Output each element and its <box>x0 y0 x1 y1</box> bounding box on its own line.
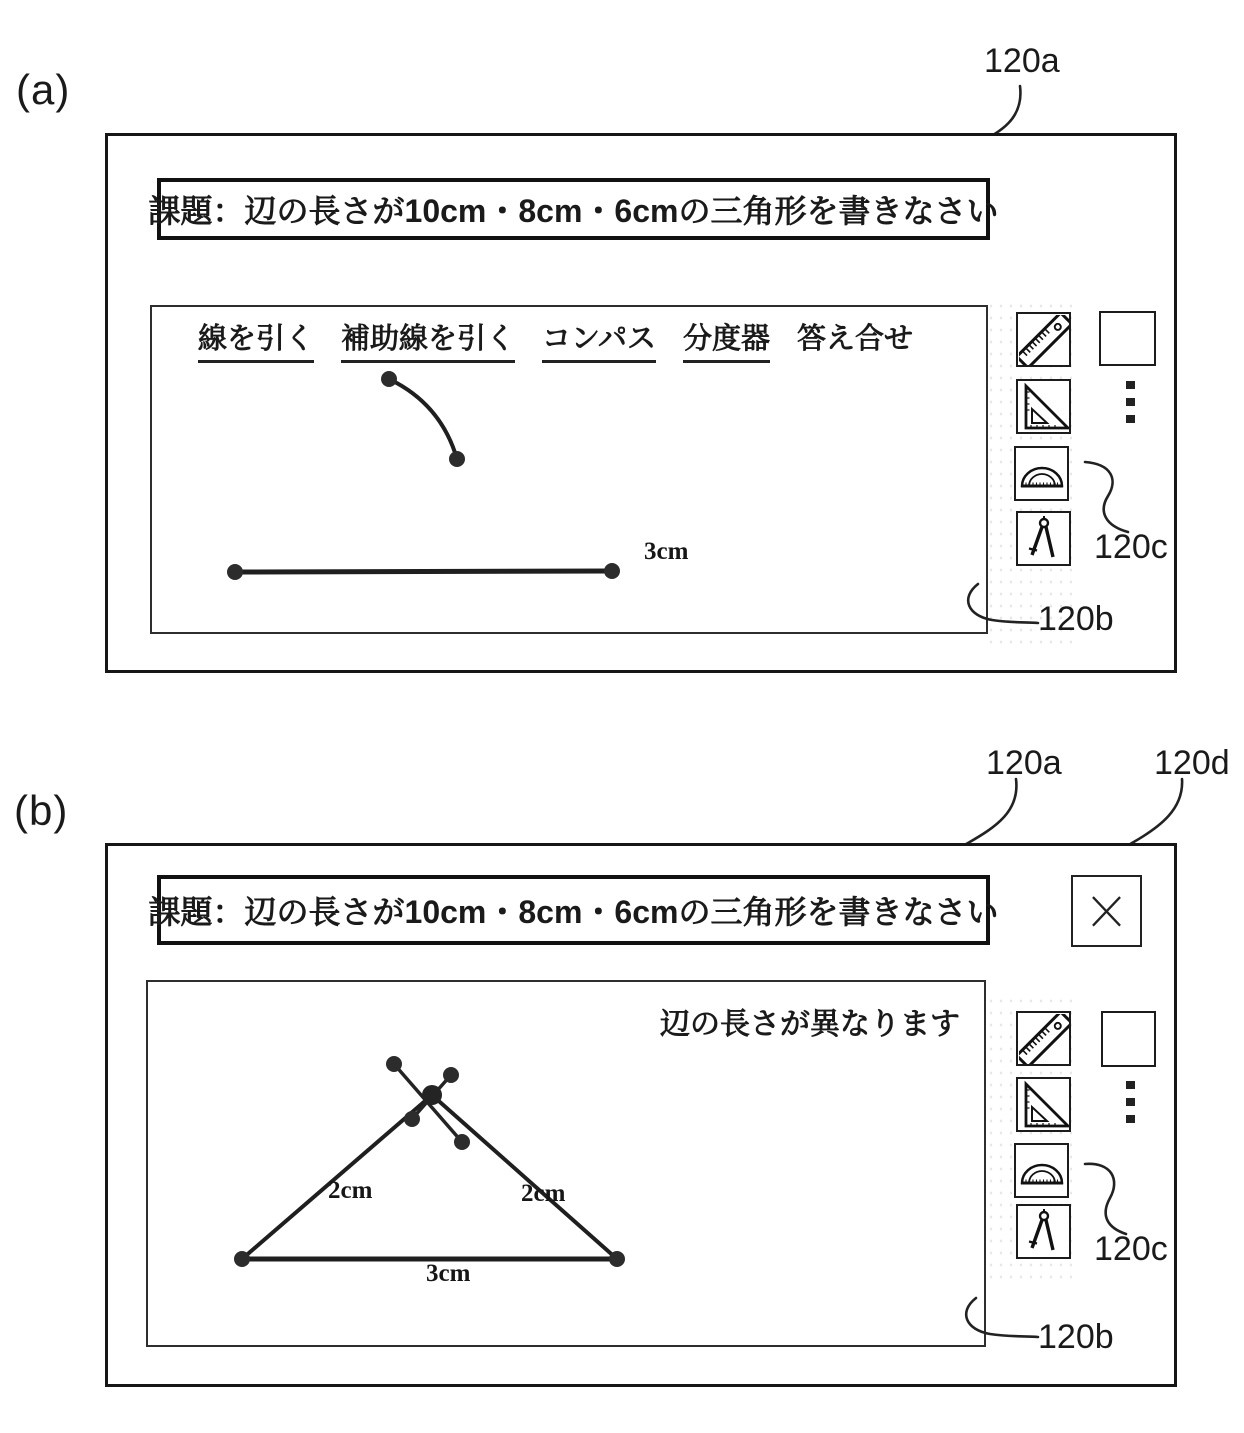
close-icon <box>1079 875 1134 947</box>
menu-item-draw-aux-line[interactable]: 補助線を引く <box>341 316 515 363</box>
base-length-label: 3cm <box>426 1260 471 1287</box>
set-square-tool-button[interactable] <box>1016 1077 1071 1132</box>
set-square-icon <box>1019 1080 1069 1130</box>
segment-length-label: 3cm <box>644 538 689 565</box>
menu-item-check-answer[interactable]: 答え合せ <box>797 323 914 355</box>
left-side-length-label: 2cm <box>328 1177 373 1204</box>
sketch-a <box>152 307 986 632</box>
panel-b-label: (b) <box>14 787 69 834</box>
blank-swatch[interactable] <box>1099 311 1156 366</box>
ruler-tool-button[interactable] <box>1016 312 1071 367</box>
compass-tool-button[interactable] <box>1016 1204 1071 1259</box>
more-dots-icon[interactable] <box>1122 1081 1138 1132</box>
compass-icon <box>1019 1207 1069 1257</box>
set-square-tool-button[interactable] <box>1016 379 1071 434</box>
ref-120a-label: 120a <box>984 42 1060 80</box>
leader-120c <box>1078 452 1144 538</box>
protractor-tool-button[interactable] <box>1014 1143 1069 1198</box>
protractor-icon <box>1017 1146 1067 1196</box>
ruler-icon <box>1019 1014 1069 1064</box>
task-banner-b: 課題：辺の長さが10cm・8cm・6cmの三角形を書きなさい <box>157 875 990 945</box>
leader-120c <box>1078 1152 1144 1240</box>
leader-120b <box>948 576 1044 632</box>
compass-icon <box>1019 514 1069 564</box>
set-square-icon <box>1019 382 1069 432</box>
menu-item-draw-line[interactable]: 線を引く <box>198 316 314 363</box>
ruler-icon <box>1019 315 1069 365</box>
ref-120a-label: 120a <box>986 744 1062 782</box>
panel-a-label: (a) <box>16 66 71 113</box>
compass-tool-button[interactable] <box>1016 511 1071 566</box>
ruler-tool-button[interactable] <box>1016 1011 1071 1066</box>
drawing-canvas-a[interactable] <box>150 305 988 634</box>
close-button[interactable] <box>1071 875 1142 947</box>
sketch-b <box>148 982 984 1345</box>
protractor-icon <box>1017 449 1067 499</box>
ref-120b-label: 120b <box>1038 600 1114 638</box>
menu-item-compass[interactable]: コンパス <box>542 316 656 363</box>
ref-120b-label: 120b <box>1038 1318 1114 1356</box>
right-side-length-label: 2cm <box>521 1180 566 1207</box>
feedback-message: 辺の長さが異なります <box>660 1008 960 1041</box>
drawing-canvas-b[interactable] <box>146 980 986 1347</box>
ref-120c-label: 120c <box>1094 1230 1168 1268</box>
task-banner-a: 課題：辺の長さが10cm・8cm・6cmの三角形を書きなさい <box>157 178 990 240</box>
menu-item-protractor[interactable]: 分度器 <box>683 316 770 363</box>
ref-120d-label: 120d <box>1154 744 1230 782</box>
leader-120b <box>946 1288 1044 1348</box>
blank-swatch[interactable] <box>1101 1011 1156 1067</box>
protractor-tool-button[interactable] <box>1014 446 1069 501</box>
ref-120c-label: 120c <box>1094 528 1168 566</box>
more-dots-icon[interactable] <box>1122 381 1138 432</box>
